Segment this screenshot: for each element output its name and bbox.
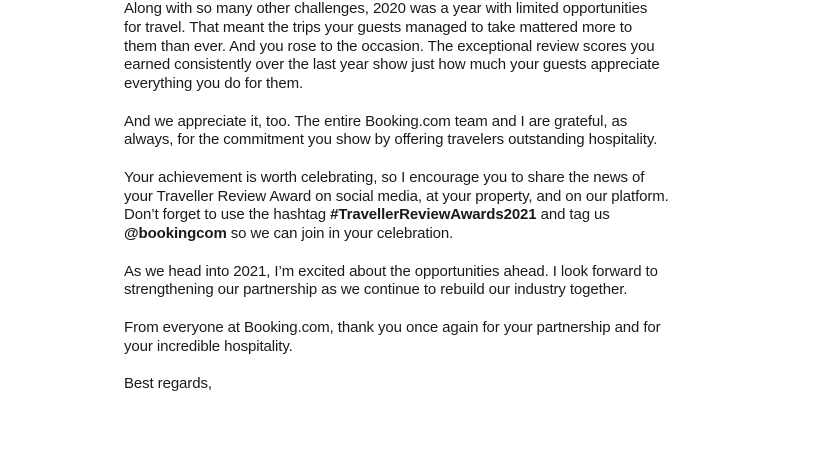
letter-line — [124, 188, 824, 207]
letter-line — [124, 375, 824, 394]
text-segment: your incredible hospitality. — [124, 337, 293, 355]
text-segment: Don’t forget to use the hashtag — [124, 206, 331, 224]
letter-line — [124, 131, 824, 150]
letter-line — [124, 263, 824, 282]
letter-line — [124, 338, 824, 357]
letter-body — [124, 0, 824, 413]
text-segment: Your achievement is worth celebrating, so I encourage you to share the news of — [124, 168, 645, 186]
text-segment: everything you do for them. — [124, 75, 304, 92]
outlook-paragraph — [124, 263, 824, 301]
text-segment: strengthening our partnership as we continue to rebuild our industry together. — [124, 281, 628, 299]
text-segment: them than ever. And you rose to the occasion. The exceptional review scores you — [124, 37, 655, 55]
letter-line — [124, 225, 824, 244]
letter-line — [124, 19, 824, 38]
letter-line — [124, 319, 824, 338]
text-segment: earned consistently over the last year show just how much your guests appreciate — [124, 56, 660, 74]
letter-line — [124, 169, 824, 188]
text-segment: And we appreciate it, too. The entire Booking.com team and I are grateful, as — [124, 112, 628, 130]
letter-line — [124, 113, 824, 132]
share-achievement-paragraph — [124, 169, 824, 244]
thanks-paragraph — [124, 319, 824, 357]
text-segment: for travel. That meant the trips your guests managed to take mattered more to — [124, 18, 633, 36]
text-segment: From everyone at Booking.com, thank you once again for your partnership and for — [124, 318, 661, 336]
award-hashtag: #TravellerReviewAwards2021 — [330, 206, 537, 224]
letter-line — [124, 56, 824, 75]
text-segment: Best regards, — [124, 375, 212, 392]
intro-paragraph — [124, 0, 824, 94]
text-segment: Along with so many other challenges, 2020 was a year with limited opportunities — [124, 0, 648, 17]
text-segment: so we can join in your celebration. — [226, 225, 454, 242]
letter-line — [124, 0, 824, 19]
letter-line — [124, 75, 824, 94]
text-segment: As we head into 2021, I’m excited about the opportunities ahead. I look forward to — [124, 262, 658, 280]
gratitude-paragraph — [124, 113, 824, 151]
booking-mention: @bookingcom — [124, 225, 227, 242]
closing-line — [124, 375, 824, 394]
letter-line — [124, 281, 824, 300]
text-segment: always, for the commitment you show by offering travelers outstanding hospitality. — [124, 131, 658, 149]
letter-line — [124, 38, 824, 57]
text-segment: and tag us — [536, 206, 610, 224]
text-segment: your Traveller Review Award on social media, at your property, and on our platform. — [124, 187, 669, 205]
letter-line — [124, 206, 824, 225]
